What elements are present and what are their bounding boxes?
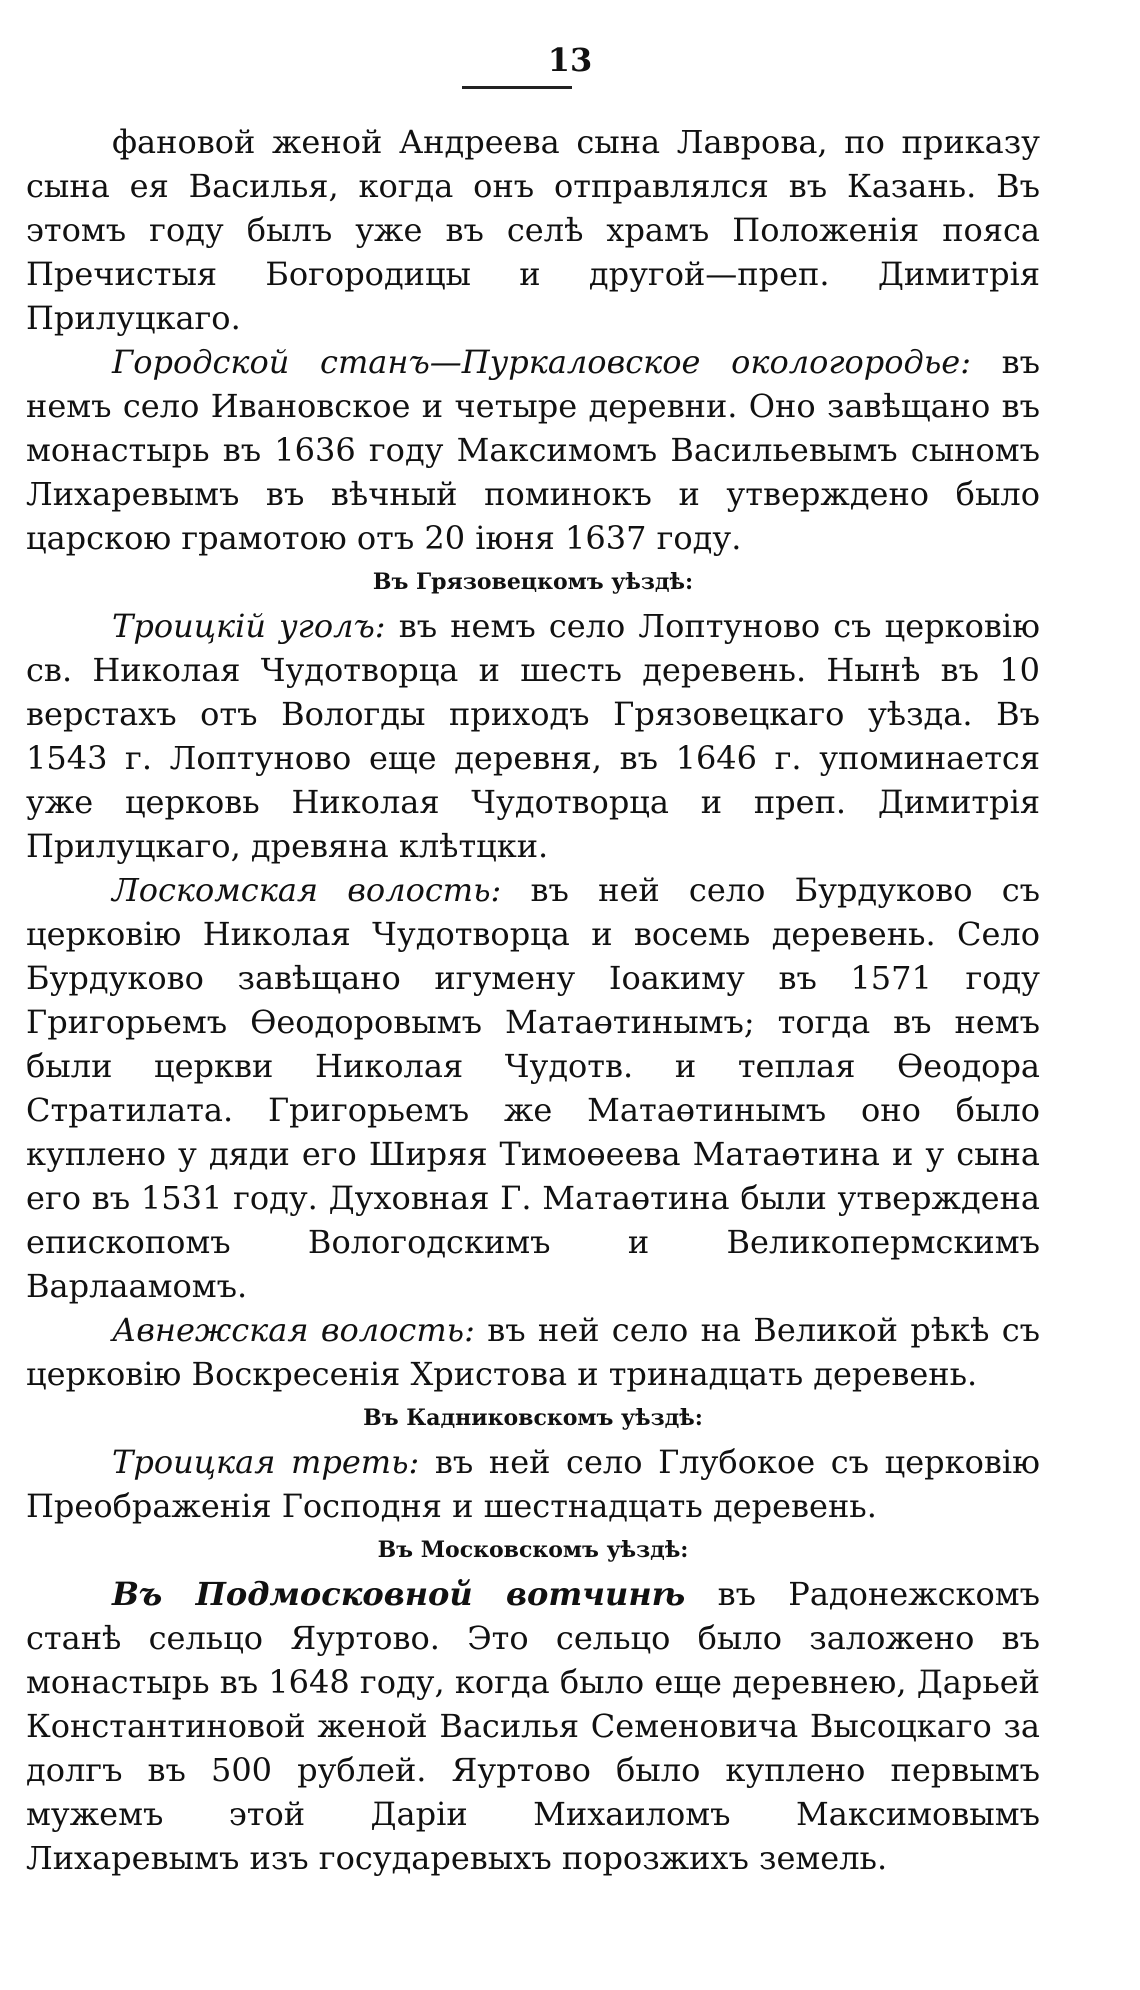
paragraph — [26, 1572, 1040, 1880]
paragraph — [26, 604, 1040, 868]
paragraph-text: въ немъ село Лоптуново съ церковію св. Николая Чудотворца и шесть деревень. Нынѣ въ 10 верстахъ отъ Вологды приходъ Грязовецкаго уѣзда. Въ 1543 г. Лоптуново еще деревня, въ 1646 г. упоминается уже церковь Николая Чудотворца и преп. Димитрія Прилуцкаго, древяна клѣтцки. — [26, 607, 1041, 865]
page-number-rule — [462, 86, 572, 89]
paragraph-text: въ Радонежскомъ станѣ сельцо Яуртово. Это сельцо было заложено въ монастырь въ 1648 году, когда было еще деревнею, Дарьей Константиновой женой Василья Семеновича Высоцкаго за долгъ въ 500 рублей. Яуртово было куплено первымъ мужемъ этой Даріи Михаиломъ Максимовымъ Лихаревымъ изъ государевыхъ порозжихъ земель. — [26, 1575, 1040, 1877]
section-heading: Въ Грязовецкомъ уѣздѣ: — [372, 569, 694, 595]
paragraph-lead: Лоскомская волость: — [112, 871, 502, 909]
paragraph-text: въ немъ село Ивановское и четыре деревни. Оно завѣщано въ монастырь въ 1636 году Максимомъ Васильевымъ сыномъ Лихаревымъ въ вѣчный поминокъ и утверждено было царскою грамотою отъ 20 іюня 1637 году. — [26, 343, 1041, 557]
paragraph — [26, 340, 1040, 560]
paragraph-lead: Троицкая треть: — [112, 1443, 420, 1481]
paragraph — [26, 1440, 1040, 1528]
section-heading: Въ Московскомъ уѣздѣ: — [377, 1537, 689, 1563]
paragraph — [26, 868, 1040, 1308]
paragraph-text: въ ней село на Великой рѣкѣ съ церковію Воскресенія Христова и тринадцать деревень. — [26, 1311, 1041, 1393]
paragraph-text: въ ней село Глубокое съ церковію Преображенія Господня и шестнадцать деревень. — [26, 1443, 1041, 1525]
paragraph-lead: Авнежская волость: — [112, 1311, 475, 1349]
paragraph-lead: Въ Подмосковной вотчинѣ — [112, 1575, 686, 1613]
paragraph — [26, 1308, 1040, 1396]
paragraph-text: фановой женой Андреева сына Лаврова, по приказу сына ея Василья, когда онъ отправлялся въ Казань. Въ этомъ году былъ уже въ селѣ храмъ Положенія пояса Пречистыя Богородицы и другой—преп. Димитрія Прилуцкаго. — [26, 123, 1040, 337]
paragraph-lead: Троицкій уголъ: — [112, 607, 386, 645]
paragraph-lead: Городской станъ—Пуркаловское окологородье: — [112, 343, 971, 381]
paragraph-text: въ ней село Бурдуково съ церковію Николая Чудотворца и восемь деревень. Село Бурдуково завѣщано игумену Іоакиму въ 1571 году Григорьемъ Өеодоровымъ Матаөтинымъ; тогда въ немъ были церкви Николая Чудотв. и теплая Өеодора Стратилата. Григорьемъ же Матаөтинымъ оно было куплено у дяди его Ширяя Тимоөеева Матаөтина и у сына его въ 1531 году. Духовная Г. Матаөтина были утверждена епископомъ Вологодскимъ и Великопермскимъ Варлаамомъ. — [26, 871, 1041, 1305]
page-number: 13 — [547, 41, 593, 79]
paragraph — [26, 120, 1040, 340]
section-heading: Въ Кадниковскомъ уѣздѣ: — [363, 1405, 703, 1431]
body-text — [26, 120, 1040, 1880]
